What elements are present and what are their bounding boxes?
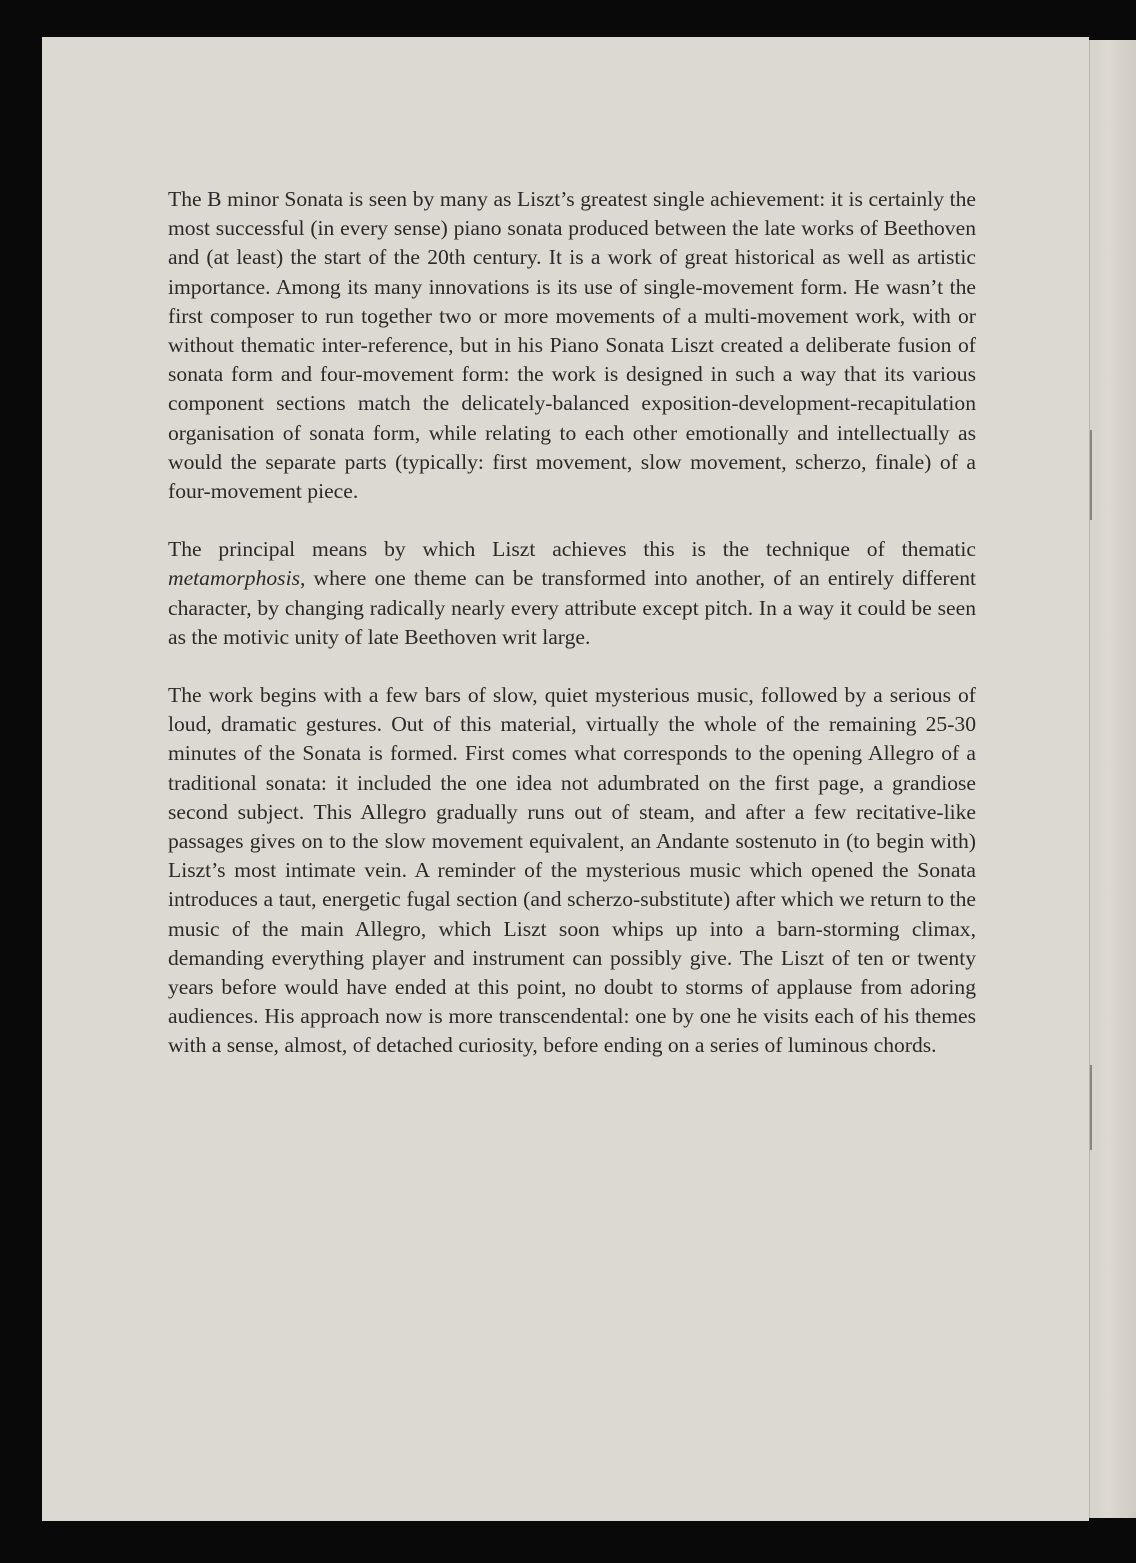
paragraph-2 <box>168 535 976 652</box>
paragraph-2-start: The principal means by which Liszt achieves this is the technique of thematic <box>168 537 976 562</box>
paragraph-3: The work begins with a few bars of slow, quiet mysterious music, followed by a serious of loud, dramatic gestures. Out of this material, virtually the whole of the remaining 25-30 minutes of the Sonata is formed. First comes what corresponds to the opening Allegro of a traditional sonata: it included the one idea not adumbrated on the first page, a grandiose second subject. This Allegro gradually runs out of steam, and after a few recitative-like passages gives on to the slow movement equivalent, an Andante sostenuto in (to begin with) Liszt’s most intimate vein. A reminder of the mysterious music which opened the Sonata introduces a taut, energetic fugal section (and scherzo-substitute) after which we return to the music of the main Allegro, which Liszt soon whips up into a barn-storming climax, demanding everything player and instrument can possibly give. The Liszt of ten or twenty years before would have ended at this point, no doubt to storms of applause from adoring audiences. His approach now is more transcendental: one by one he visits each of his themes with a sense, almost, of detached curiosity, before ending on a series of luminous chords. <box>168 683 976 1058</box>
binding-stitch <box>1090 430 1092 520</box>
paragraph-1: The B minor Sonata is seen by many as Liszt’s greatest single achievement: it is certainly the most successful (in every sense) piano sonata produced between the late works of Beethoven and (at least) the start of the 20th century. It is a work of great historical as well as artistic importance. Among its many innovations is its use of single-movement form. He wasn’t the first composer to run together two or more movements of a multi-movement work, with or without thematic inter-reference, but in his Piano Sonata Liszt created a deliberate fusion of sonata form and four-movement form: the work is designed in such a way that its various component sections match the delicately-balanced exposition-development-recapitulation organisation of sonata form, while relating to each other emotionally and intellectually as would the separate parts (typically: first movement, slow movement, scherzo, finale) of a four-movement piece. <box>168 187 976 504</box>
binding-stitch <box>1090 1065 1092 1150</box>
book-spine-edge <box>1089 40 1136 1518</box>
body-text <box>168 185 976 1090</box>
paragraph-2-end: , where one theme can be transformed into another, of an entirely different character, by changing radically nearly every attribute except pitch. In a way it could be seen as the motivic unity of late Beethoven writ large. <box>168 566 976 649</box>
page-fold-crease <box>1089 40 1090 1518</box>
italic-term: metamorphosis <box>168 566 300 591</box>
